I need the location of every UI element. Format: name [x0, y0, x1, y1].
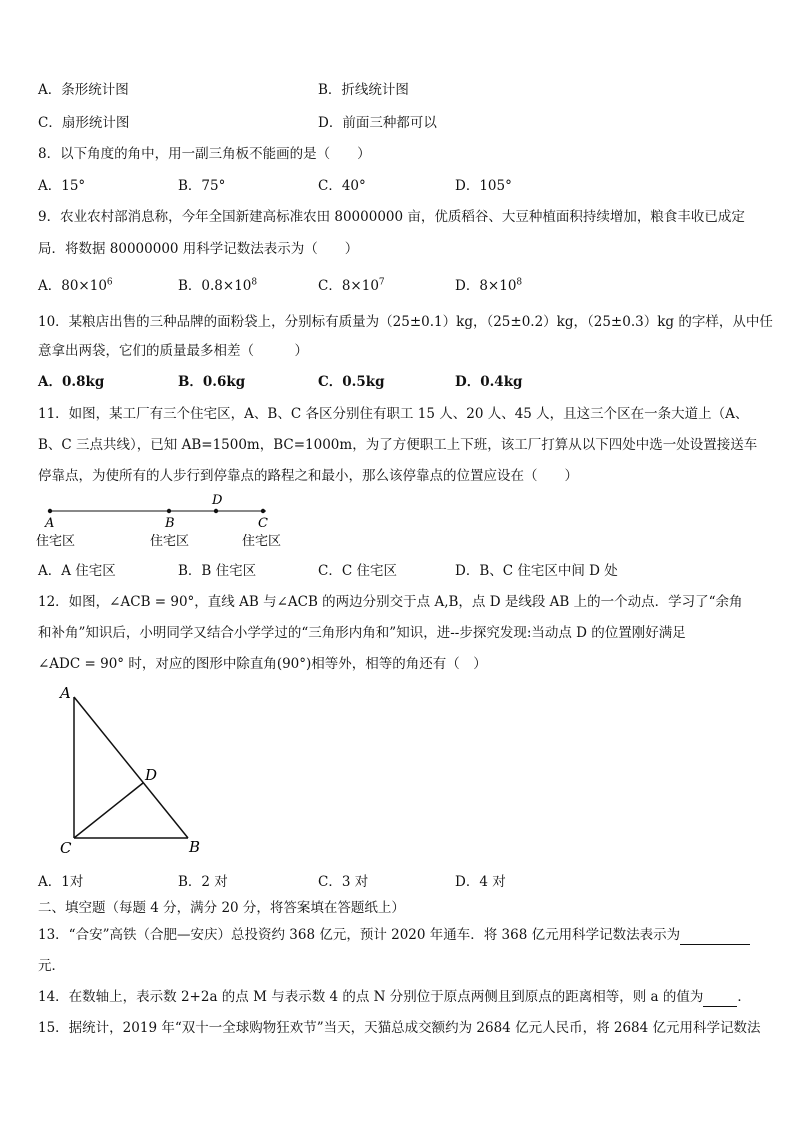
q9-stem-line2: 局．将数据 80000000 用科学记数法表示为（ ）: [38, 241, 359, 257]
q12-segment-cd: [74, 783, 143, 838]
q8-option-c: C．40°: [318, 178, 366, 194]
q12-triangle-figure: [50, 680, 220, 860]
q10-option-c: C．0.5kg: [318, 374, 385, 390]
q11-number-line-figure: [30, 490, 310, 552]
q12-label-c: C: [60, 839, 72, 857]
q11-stem-line3: 停靠点，为使所有的人步行到停靠点的路程之和最小，那么该停靠点的位置应设在（ ）: [38, 468, 578, 484]
q12-stem-line1: 12．如图，∠ACB = 90°，直线 AB 与∠ACB 的两边分别交于点 A,B，点 D 是线段 AB 上的一个动点．学习了“余角: [38, 594, 743, 610]
q7-option-d: D．前面三种都可以: [318, 115, 437, 131]
q13-stem-line1: 13．“合安”高铁（合肥—安庆）总投资约 368 亿元，预计 2020 年通车．将 368 亿元用科学记数法表示为: [38, 925, 758, 945]
q12-label-b: B: [189, 838, 201, 856]
q7-option-a: A．条形统计图: [38, 82, 129, 98]
q9-option-b: B．$0.8\times 10^8$: [178, 277, 258, 294]
q15-stem: 15．据统计，2019 年“双十一全球购物狂欢节”当天，天猫总成交额约为 2684 亿元人民币，将 2684 亿元用科学记数法: [38, 1020, 761, 1036]
q13-stem-line2: 元．: [38, 958, 65, 974]
q11-option-c: C．C 住宅区: [318, 563, 397, 579]
q8-stem: 8．以下角度的角中，用一副三角板不能画的是（ ）: [38, 146, 371, 162]
q11-label-b: B: [165, 516, 175, 531]
q9-stem-line1: 9．农业农村部消息称，今年全国新建高标准农田 80000000 亩，优质稻谷、大豆种植面积持续增加，粮食丰收已成定: [38, 209, 745, 225]
q11-zone-c: 住宅区: [242, 534, 282, 549]
q14-stem: 14．在数轴上，表示数 2+2a 的点 M 与表示数 4 的点 N 分别位于原点两侧且到原点的距离相等，则 a 的值为 ．: [38, 989, 751, 1005]
q10-option-d: D．0.4kg: [455, 374, 523, 390]
q9-option-a: A．$80\times 10^6$: [38, 277, 113, 294]
q8-option-b: B．75°: [178, 178, 226, 194]
q11-label-c: C: [258, 516, 268, 531]
q8-option-a: A．15°: [38, 178, 86, 194]
q11-label-d: D: [212, 493, 223, 508]
q10-stem-line1: 10．某粮店出售的三种品牌的面粉袋上，分别标有质量为（25±0.1）kg，（25±0.2）kg，（25±0.3）kg 的字样，从中任: [38, 314, 773, 330]
q11-point-a: [48, 509, 52, 513]
q8-option-d: D．105°: [455, 178, 512, 194]
q12-stem-line3: ∠ADC = 90° 时，对应的图形中除直角(90°)相等外，相等的角还有（ ）: [38, 656, 487, 672]
section-heading-fill-in: 二、填空题（每题 4 分，满分 20 分，将答案填在答题纸上）: [38, 900, 405, 916]
q11-option-b: B．B 住宅区: [178, 563, 257, 579]
q7-option-c: C．扇形统计图: [38, 115, 130, 131]
q12-option-a: A．1对: [38, 874, 84, 890]
q12-option-d: D．4 对: [455, 874, 506, 890]
q11-label-a: A: [45, 516, 55, 531]
q10-option-b: B．0.6kg: [178, 374, 246, 390]
q11-stem-line1: 11．如图，某工厂有三个住宅区，A、B、C 各区分别住有职工 15 人、20 人、45 人，且这三个区在一条大道上（A、: [38, 406, 749, 422]
q12-option-c: C．3 对: [318, 874, 369, 890]
q11-point-c: [261, 509, 265, 513]
q12-stem-line2: 和补角”知识后，小明同学又结合小学学过的“三角形内角和”知识，进--步探究发现:当动点 D 的位置刚好满足: [38, 625, 686, 641]
q10-stem-line2: 意拿出两袋，它们的质量最多相差（ ）: [38, 343, 308, 359]
q14-answer-blank[interactable]: [703, 992, 737, 1007]
q11-point-b: [167, 509, 171, 513]
q11-stem-line2: B、C 三点共线），已知 AB=1500m，BC=1000m，为了方便职工上下班，该工厂打算从以下四处中选一处设置接送车: [38, 437, 758, 453]
q12-option-b: B．2 对: [178, 874, 228, 890]
q12-side-ab: [74, 697, 188, 838]
q11-zone-b: 住宅区: [150, 534, 190, 549]
q13-answer-blank[interactable]: [680, 930, 750, 945]
q11-zone-a: 住宅区: [36, 534, 76, 549]
q9-option-c: C．$8\times 10^7$: [318, 277, 385, 294]
q12-label-a: A: [60, 684, 71, 702]
q12-label-d: D: [145, 766, 158, 784]
q11-option-d: D．B、C 住宅区中间 D 处: [455, 563, 618, 579]
q11-option-a: A．A 住宅区: [38, 563, 116, 579]
q11-point-d: [214, 509, 218, 513]
q7-option-b: B．折线统计图: [318, 82, 409, 98]
q10-option-a: A．0.8kg: [38, 374, 105, 390]
q9-option-d: D．$8\times 10^8$: [455, 277, 523, 294]
